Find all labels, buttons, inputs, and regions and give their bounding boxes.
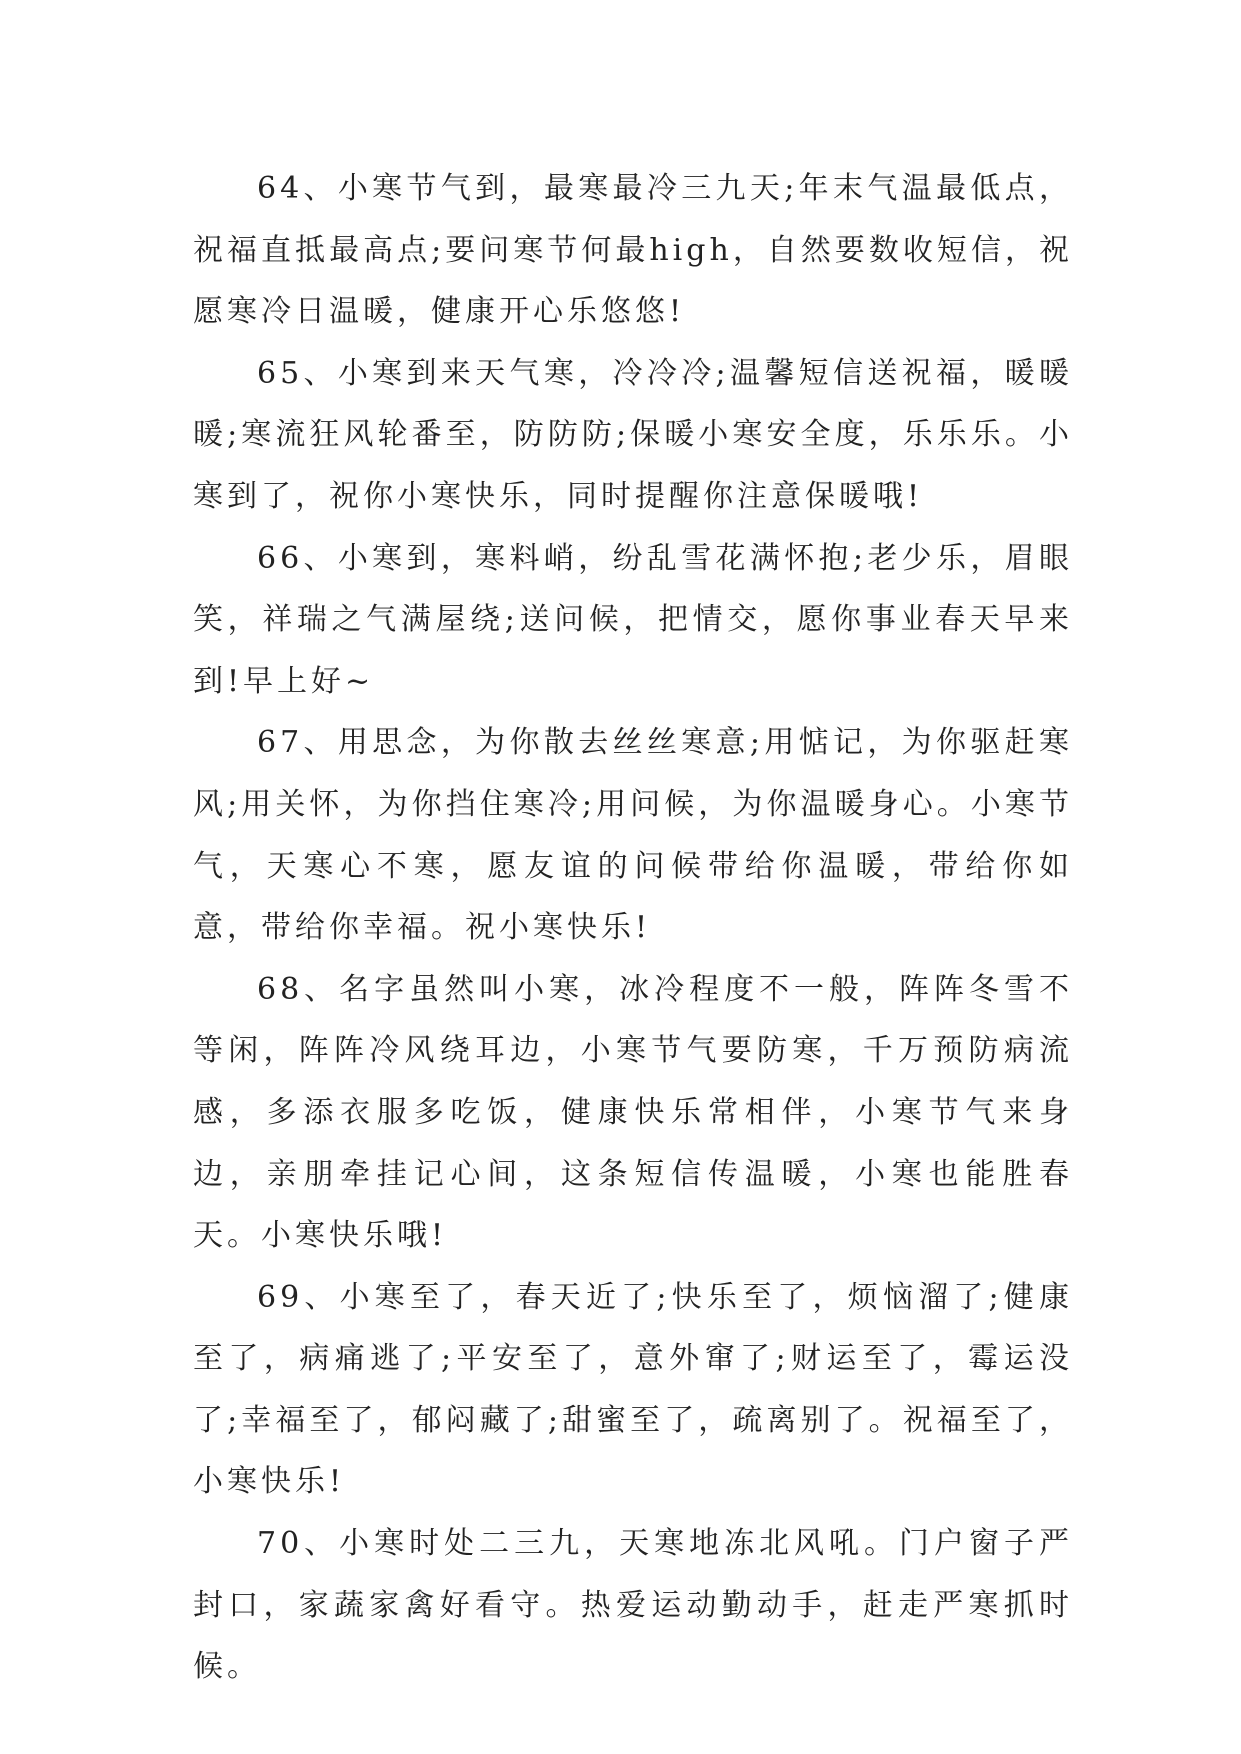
paragraph-67: 67、用思念，为你散去丝丝寒意;用惦记，为你驱赶寒风;用关怀，为你挡住寒冷;用问候，为你温暖身心。小寒节气，天寒心不寒，愿友谊的问候带给你温暖，带给你如意，带给你幸福。祝小寒快乐! — [193, 725, 1073, 946]
paragraph-70: 70、小寒时处二三九，天寒地冻北风吼。门户窗子严封口，家蔬家禽好看守。热爱运动勤动手，赶走严寒抓时候。 — [193, 1526, 1073, 1685]
document-body — [193, 158, 1073, 1698]
paragraph-65: 65、小寒到来天气寒，冷冷冷;温馨短信送祝福，暖暖暖;寒流狂风轮番至，防防防;保暖小寒安全度，乐乐乐。小寒到了，祝你小寒快乐，同时提醒你注意保暖哦! — [193, 355, 1073, 514]
paragraph-68: 68、名字虽然叫小寒，冰冷程度不一般，阵阵冬雪不等闲，阵阵冷风绕耳边，小寒节气要防寒，千万预防病流感，多添衣服多吃饭，健康快乐常相伴，小寒节气来身边，亲朋牵挂记心间，这条短信传温暖，小寒也能胜春天。小寒快乐哦! — [193, 971, 1073, 1254]
paragraph-69: 69、小寒至了，春天近了;快乐至了，烦恼溜了;健康至了，病痛逃了;平安至了，意外窜了;财运至了，霉运没了;幸福至了，郁闷藏了;甜蜜至了，疏离别了。祝福至了，小寒快乐! — [193, 1279, 1073, 1500]
paragraph-66: 66、小寒到，寒料峭，纷乱雪花满怀抱;老少乐，眉眼笑，祥瑞之气满屋绕;送问候，把情交，愿你事业春天早来到!早上好~ — [193, 540, 1073, 699]
paragraph-64: 64、小寒节气到，最寒最冷三九天;年末气温最低点，祝福直抵最高点;要问寒节何最high，自然要数收短信，祝愿寒冷日温暖，健康开心乐悠悠! — [193, 171, 1073, 330]
